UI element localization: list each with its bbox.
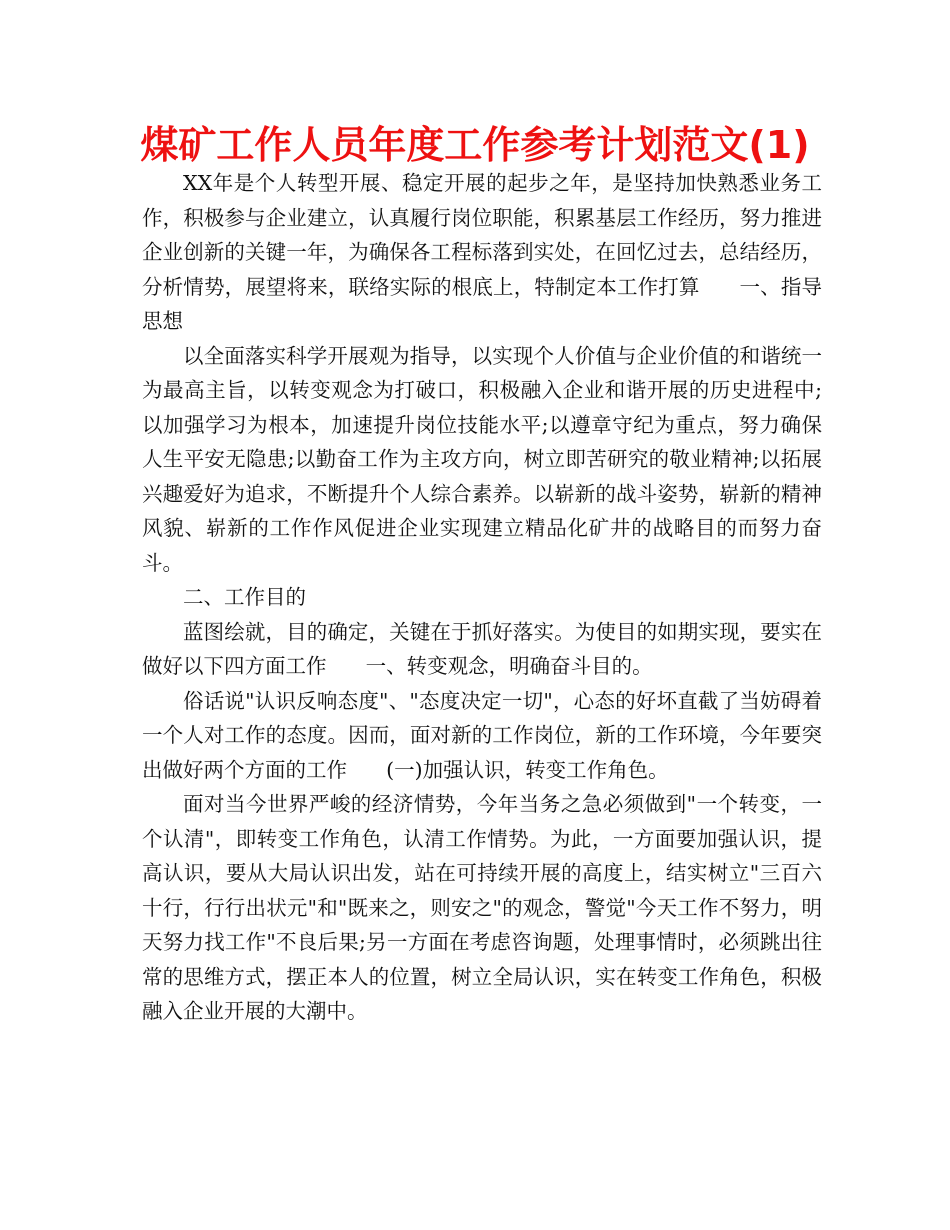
paragraph-heading-goals: 二、工作目的	[183, 585, 306, 609]
document-title: 煤矿工作人员年度工作参考计划范文(1)	[140, 123, 810, 167]
paragraph-guiding-ideology: 以全面落实科学开展观为指导，以实现个人价值与企业价值的和谐统一为最高主旨，以转变观念为打破口，积极融入企业和谐开展的历史进程中;以加强学习为根本，加速提升岗位技能水平;以遵章守纪为重点，努力确保人生平安无隐患;以勤奋工作为主攻方向，树立即苦研究的敬业精神;以拓展兴趣爱好为追求，不断提升个人综合素养。以崭新的战斗姿势，崭新的精神风貌、崭新的工作作风促进企业实现建立精品化矿井的战略目的而努力奋斗。	[142, 343, 822, 575]
paragraph-intro: XX年是个人转型开展、稳定开展的起步之年，是坚持加快熟悉业务工作，积极参与企业建立，认真履行岗位职能，积累基层工作经历，努力推进企业创新的关键一年，为确保各工程标落到实处，在回忆过去，总结经历，分析情势，展望将来，联络实际的根底上，特制定本工作打算 一、指导思想	[142, 171, 822, 333]
paragraph-attitude: 俗话说"认识反响态度"、"态度决定一切"，心态的好坏直截了当妨碍着一个人对工作的态度。因而，面对新的工作岗位，新的工作环境，今年要突出做好两个方面的工作 (一)加强认识，转变工作角色。	[142, 688, 822, 782]
paragraph-role-change: 面对当今世界严峻的经济情势，今年当务之急必须做到"一个转变，一个认清"，即转变工作角色，认清工作情势。为此，一方面要加强认识，提高认识，要从大局认识出发，站在可持续开展的高度上，结实树立"三百六十行，行行出状元"和"既来之，则安之"的观念，警觉"今天工作不努力，明天努力找工作"不良后果;另一方面在考虑咨询题，处理事情时，必须跳出往常的思维方式，摆正本人的位置，树立全局认识，实在转变工作角色，积极融入企业开展的大潮中。	[142, 792, 822, 1023]
document-body	[142, 166, 822, 1029]
paragraph-goals: 蓝图绘就，目的确定，关键在于抓好落实。为使目的如期实现，要实在做好以下四方面工作 一、转变观念，明确奋斗目的。	[142, 619, 822, 678]
